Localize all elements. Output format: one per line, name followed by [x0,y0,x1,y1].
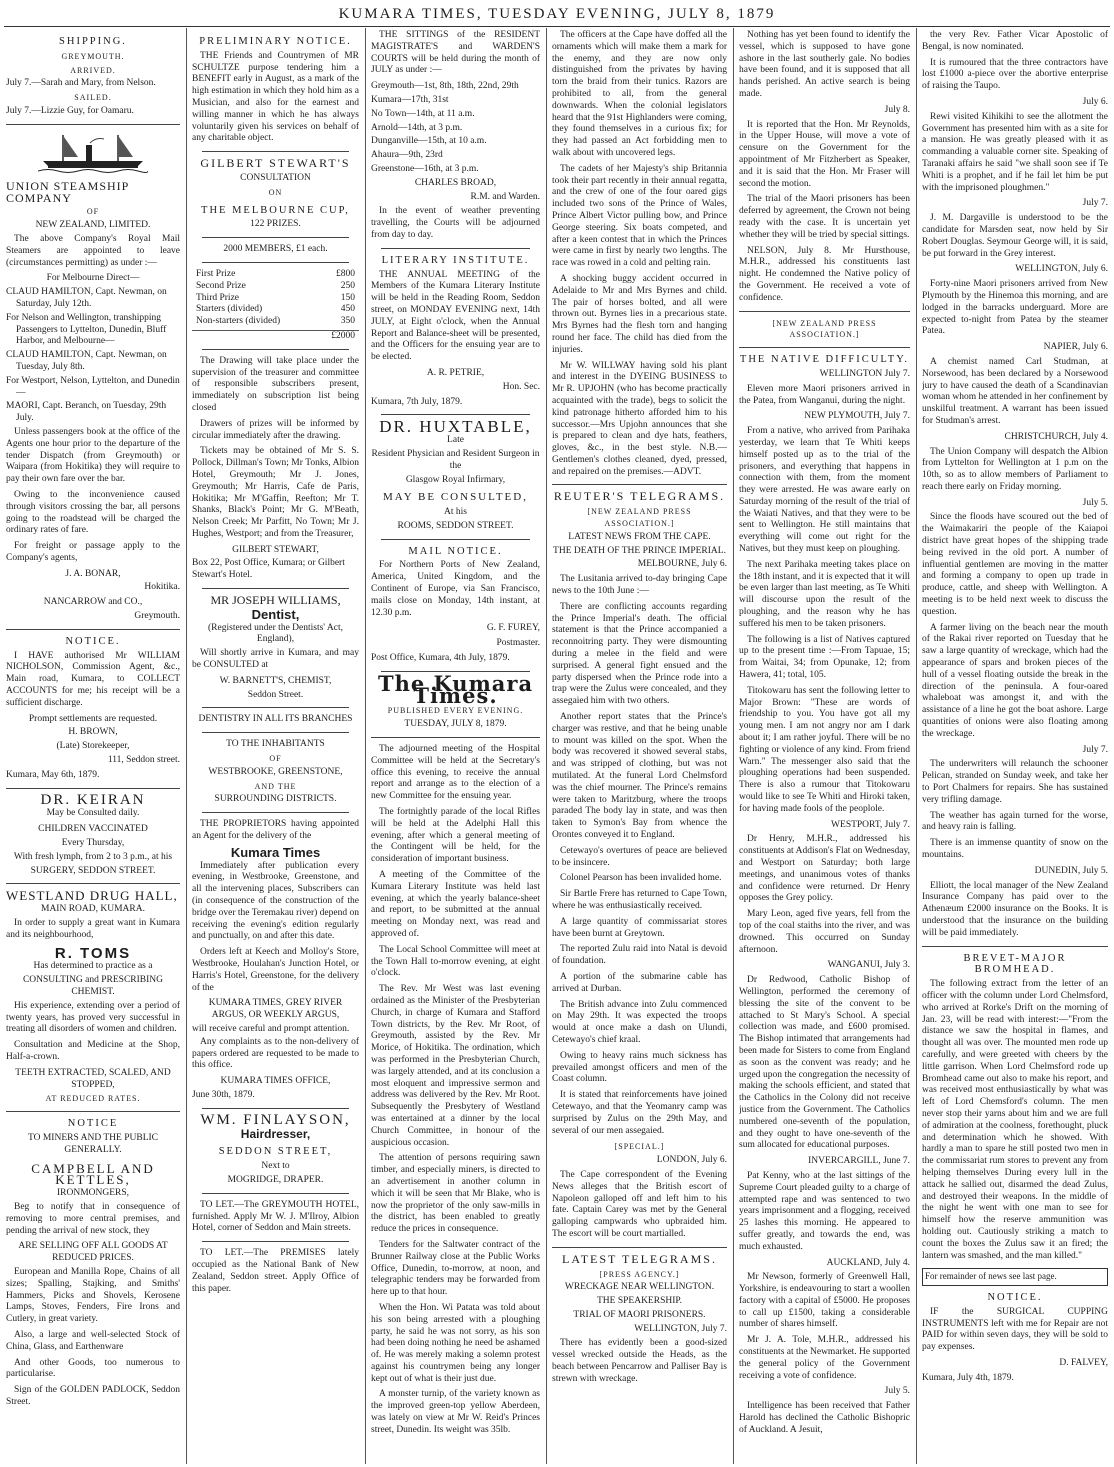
snow-text: There is an immense quantity of snow on the mountains. [922,838,1108,860]
passengers-note: Unless passengers book at the office of the Agents one hour prior to the departure of the tender Dispatch (from Greymouth) or Waipara (from Hokitika) they will require to pay their own fare over the bar. [6,426,180,485]
westland-subtitle: MAIN ROAD, KUMARA. [41,904,145,915]
weather-text: The weather has again turned for the worse, and heavy rain is falling. [922,810,1108,833]
divider [6,124,180,125]
rooms: ROOMS, SEDDON STREET. [397,520,514,531]
nzpa-label: [NEW ZEALAND PRESS ASSOCIATION.] [587,507,692,529]
column-divider [186,28,187,1464]
williams-title: MR JOSEPH WILLIAMS, [210,593,341,608]
literary-heading: LITERARY INSTITUTE. [381,254,530,266]
divider [371,737,540,738]
petrie-signature: A. R. PETRIE, [426,367,485,378]
late-label: Late [447,435,464,446]
consultation-text: Consultation and Medicine at the Shop, Half-a-crown. [6,1040,180,1062]
notice2-subtitle: TO MINERS AND THE PUBLIC GENERALLY. [27,1132,159,1155]
westland-text: In order to supply a great want in Kumara and its neighbourhood, [6,918,180,940]
floods-text: Since the floods have scoured out the bed of the Waimakariri the people of the Kaiapoi district have great hopes of the shipping trade being revived in the old port. A number of influential gentlemen are moving in the matter and forming a company to open up trade in produce, cattle, and sheep with Wellington. A meeting is to be held next week to discuss the question. [922,512,1108,617]
july-7-dateline: July 7. [1082,198,1108,209]
proprietors-text: THE PROPRIETORS having appointed an Agent for the delivery of the [192,819,359,842]
divider [202,262,349,263]
sittings-list [371,81,540,176]
cadets-text: The cadets of her Majesty's ship Britannia took their part recently in their annual regatta, and the crew of one of the four oared gigs included two sons of the Prince of Wales, Prince Albert Victor pulling bow, and Prince George steering. Six boats competed, and after a keen contest that in which the Princes were came in first by nearly two lengths. The race was rowed in a cold and pelting rain. [552,163,727,269]
union-title: UNION STEAMSHIP COMPANY [6,178,129,205]
speakership-heading: THE SPEAKERSHIP. [597,1296,682,1307]
willway-text: Mr W. WILLWAY having sold his plant and interest in the DYEING BUSINESS to Mr R. UPJOHN (who has become practically acquainted with the trade), begs to solicit the kind patronage hitherto afforded him to his successor.—Mrs Upjohn announces that she is prepared to clean and dye hats, feathers, gloves, &c., in the best style. N.B.—Gentlemen's clothes cleaned, dyed, pressed, and repaired on the premises.—ADVT. [552,360,727,477]
maori-sailing: MAORI, Capt. Beranch, on Tuesday, 29th July. [6,401,167,424]
divider [202,1193,349,1194]
divider [202,732,349,733]
notice-text: I HAVE authorised Mr WILLIAM NICHOLSON, Commission Agent, &c., Main road, Kumara, to COLLECT ACCOUNTS for me; his receipt will be a sufficient discharge. [6,650,180,708]
bromhead-extract: The following extract from the letter of an officer with the column under Lord Chelmsford, who arrived at Rorke's Drift on the morning of Jan. 23, will be read with interest:—"From the distance we saw the hospital in flames, and thought all was over. The mounted men rode up carefully, and were greeted with cheers by the little garrison. When Lord Chelmsford rode up Bromhead came out also to make his report, and was received most enthusiastically by what was left of Lord Chemsford's column. The men never stop their yarns about him and we are full of admiration at the coolness, forethought, pluck and determination which he showed. With hardly a man to spare he still posted two men in the commissariat rum stores to prevent any from helping themselves During every lull in the attack he sallied out, disarmed the dead Zulus, and destroyed their weapons. In the middle of the night he went with one man to see for himself how the reserve ammunition was holding out. Cautiously striking a match to count the boxes the Zulus saw it an fired; the lantern was smashed, and the man killed." [922,979,1108,1261]
divider [202,349,349,350]
sittings-item: Greenstone—16th, at 3 p.m. [371,163,479,174]
finlayson-title: WM. FINLAYSON, [200,1111,351,1128]
parihaka-text: From a native, who arrived from Parihaka yesterday, we learn that Te Whiti keeps himself posted up as to the trial of the prisoners, and everything that happens in connection with them, from the moment they were arrested. He was aware early on Saturday morning of the result of the trial of the Waiati Natives, and that they were to be sent to Wellington. He still maintains that everything will come out right for the Natives, but they must keep on ploughing. [739,426,910,555]
titokowaru-text: Titokowaru has sent the following letter to Major Brown: "These are words of friendship to you. You have got all my young men. I am not angry nor am I dark about it; I am rather joyful. There will be no fighting or violence of any kind. From friend Warn." The messenger also said that the ploughing operations had been suspended. There is also a rumour that Titokowaru would like to see Te Whiti and Hiroki taken, for having made fools of the peoplole. [739,685,910,814]
kenny-text: Pat Kenny, who at the last sittings of the Supreme Court pleaded guilty to a charge of attempted rape and was sentenced to two years imprisonment and a flogging, received 25 lashes this morning. He appeared to suffer greatly, and towards the end, was much exhausted. [739,1170,910,1252]
consulted: MAY BE CONSULTED, [383,491,528,504]
prelim-text: THE Friends and Countrymen of MR SCHULTZE purpose tendering him a BENEFIT early in August, as a mark of the high estimation in which they hold him as a Musician, and also for the earnest and willing manner in which he has always voluntarily given his services on behalf of any charitable object. [192,50,359,144]
sittings-item: Dunganville—15th, at 10 a.m. [371,136,487,147]
divider [202,237,349,238]
special-label: [SPECIAL.] [614,1142,665,1152]
wellington-dateline: WELLINGTON, July 7. [634,1323,727,1334]
delivery-text: Immediately after publication every evening, in Westbrooke, Greenstone, and all the intervening places, Subscribers can (in consequence of the construction of the bridge over the Teremakau river) depend on receiving the evening's edition regularly and punctually, on and after this date. [192,860,359,942]
westland-title: WESTLAND DRUG HALL, [6,888,178,904]
next-to: Next to [261,1161,290,1172]
rewi-text: Rewi visited Kihikihi to see the allotment the Government has presented him with as a site for a mansion. He was greatly pleased with it as commanding a valuable corner site. Speaking of Taranaki affairs he said "we shall soon see if Te Whiti is a prophet, and if he fail let him be put with the imprisoned ploughmen." [922,111,1108,193]
nameplate: The Kumara Times. [377,670,534,708]
nzpa-label-2: [NEW ZEALAND PRESS ASSOCIATION.] [772,318,877,340]
cupping-text: IF the SURGICAL CUPPING INSTRUMENTS left with me for Repair are not PAID for within seven days, they will be sold to pay expenses. [922,1306,1108,1353]
prize-row [192,304,359,316]
july-8-dateline: July 8. [884,104,910,115]
vaccinated: CHILDREN VACCINATED [38,824,148,835]
sailed-entry: July 7.—Lizzie Guy, for Oamaru. [6,105,134,116]
redwood-text: Dr Redwood, Catholic Bishop of Wellington, performed the ceremony of blessing the site of the convent to be attached to St Mary's School. A special collection was made, and £600 promised. The Bishop intimated that arrangements had been made for Sisters to come from England as soon as the convent was ready; and he urged upon the congregation the necessity of making the schools efficient, and stated that the Catholics in the Colony did not receive justice from the Government. The Catholics numbered one-seventh of the population, and they ought to have one-seventh of the sum allocated for educational purposes. [739,975,910,1151]
despatch-text: The Union Company will despatch the Albion from Lyttelton for Wellington at 1 p.m on the 10th, so as to allow members of Parliament to reach there early on Friday morning. [922,446,1108,492]
agent-bonar: J. A. BONAR, [65,568,121,579]
seddon-street: Seddon Street. [247,689,304,700]
divider [202,707,349,708]
sittings-item: No Town—14th, at 11 a.m. [371,108,475,119]
falvey-signature: D. FALVEY, [1059,1358,1108,1369]
divider [202,1241,349,1242]
drawing-text: The Drawing will take place under the supervision of the treasurer and committee of responsible subscribers present, immediately on subscription list being closed [192,355,359,413]
tickets-text: Tickets may be obtained of Mr S. S. Pollock, Dillman's Town; Mr Tonks, Albion Hotel, Greymouth; Mr J. Jones, Greymouth; Mr Harris, Cafe de Paris, Hokitika; Mr M'Gaffin, Reefton; Mr T. Shanks, Black's Point; Mr G. M'Beath, Nelson Creek; Mr Parfitt, No Town; Mr J. Hughes, Westport; and from the Treasurer, [192,446,359,539]
buggy-text: A shocking buggy accident occurred in Adelaide to Mr and Mrs Byrnes and child. The pair of horses bolted, and all were thrown out. Byrnes lies in a precarious state. Mrs Byrnes had the flesh torn and hanging round her face. The child has died from the injuries. [552,273,727,355]
european-goods: European and Manilla Rope, Chains of all sizes; Spalling, Stajking, and Smiths' Hammers, Picks and Shovels, Kerosene Lamps, Stoves, Fenders, Fire Irons and Cutlery, in great variety. [6,1266,180,1325]
agent-bonar-place: Hokitika. [144,582,180,593]
petrie-role: Hon. Sec. [502,381,540,392]
henry-text: Dr Henry, M.H.R., addressed his constituents at Addison's Flat on Wednesday, and Westport on Saturday; both large meetings, and unanimous votes of thanks and confidence were returned. Dr Henry opposes the Grey policy. [739,834,910,904]
nothing-text: Nothing has yet been found to identify the vessel, which is supposed to have gone ashore in the last southerly gale. No bodies have been found, and it is supposed that all hands perished. An active search is being made. [739,30,910,99]
prize-label: First Prize [196,268,236,279]
divider [552,484,727,485]
divider [6,788,180,789]
divider [6,883,180,884]
westbrooke-greenstone: WESTBROOKE, GREENSTONE, [208,766,343,777]
turnip-text: A monster turnip, of the variety known as the improved green-top yellow Aberdeen, was lately on view at Mr W. Reid's Princes street, Dunedin. Its weight was 35lb. [371,1389,540,1435]
reuters-heading: REUTER'S TELEGRAMS. [553,489,726,504]
every-thursday: Every Thursday, [61,838,125,849]
column-2 [192,30,359,1464]
melbourne-dateline: MELBOURNE, July 6. [637,559,727,570]
china-goods: Also, a large and well-selected Stock of China, Glass, and Earthenware [6,1329,180,1352]
mail-heading: MAIL NOTICE. [408,545,503,557]
kumara-times-label: Kumara Times [230,844,321,860]
glasgow: Glasgow Royal Infirmary, [405,474,506,485]
and-the-label: AND THE [254,781,297,791]
next-parihaka-text: The next Parihaka meeting takes place on the 18th instant, and it is expected that it will be even larger than last meeting, as Te Whiti will discourse upon the result of the ploughing, and the reason why he has suffered his men to be taken prisoners. [739,559,910,629]
prize-label: Second Prize [196,280,246,291]
july-7b-dateline: July 7. [1082,744,1108,755]
williams-text: Will shortly arrive in Kumara, and may be CONSULTED at [192,648,359,671]
brown-address: 111, Seddon street. [107,755,180,766]
furey-signature: G. F. FUREY, [486,623,540,634]
sittings-item: Arnold—14th, at 3 p.m. [371,122,463,133]
notice-heading: NOTICE. [65,635,121,647]
at-his: At his [444,507,467,518]
prize-label: Third Prize [196,292,240,303]
westport-route: For Westport, Nelson, Lyttelton, and Dunedin— [6,375,180,398]
sawn-text: The attention of persons requiring sawn timber, and especially miners, is directed to an advertisement in another column in which it will be seen that Mr Blake, who is now the proprietor of the only saw-mills in the district, has been enabled to greatly reduce the prices in consequence. [371,1153,540,1235]
complaints-text: Any complaints as to the non-delivery of papers ordered are requested to be made to this office. [192,1036,359,1071]
natives-list-text: The following is a list of Natives captured up to the present time :—From Tapuae, 15; from Waitai, 34; from Opunake, 12; from Hawera, 41; total, 105. [739,634,910,681]
cetewayo-text: Cetewayo's overtures of peace are believed to be insincere. [552,845,727,868]
claud-hamilton-2: CLAUD HAMILTON, Capt. Newman, on Tuesday, July 8th. [6,350,167,372]
notice-heading-2: NOTICE. [987,1292,1043,1304]
huxtable-title: DR. HUXTABLE, [379,417,532,437]
ironmongers: IRONMONGERS, [56,1188,130,1199]
prize-amount: £800 [336,268,355,279]
column-3 [371,30,540,1464]
press-agency-label: [PRESS AGENCY.] [599,1269,680,1279]
prize-label: Starters (divided) [196,304,263,315]
chemist-text: A chemist named Carl Studman, at Norsewood, has been declared by a Norsewood jury to have caused the death of a Scandinavian woman whom he attended in her confinement by unskilful treatment. A warrant has been issued for Studman's arrest. [922,356,1108,426]
prize-total: £2000 [192,330,359,343]
arrived-entry: July 7.—Sarah and Mary, from Nelson. [6,78,156,89]
prelim-heading: PRELIMINARY NOTICE. [199,36,352,47]
gilbert-box: Box 22, Post Office, Kumara; or Gilbert Stewart's Hotel. [192,558,345,581]
invercargill-dateline: INVERCARGILL, June 7. [808,1156,910,1167]
prize-amount: 350 [340,316,355,327]
rains-text: Owing to heavy rains much sickness has prevailed amongst officers and men of the Coast column. [552,1050,727,1085]
column-6 [922,30,1108,1464]
prize-row [192,281,359,293]
sailed-label: SAILED. [74,93,112,103]
union-intro: The above Company's Royal Mail Steamers are appointed to leave (circumstances permitting) as under :— [6,233,180,268]
school-text: The Local School Committee will meet at the Town Hall to-morrow evening, at eight o'clock. [371,944,540,979]
surgery: SURGERY, SEDDON STREET. [30,865,156,876]
sittings-event: In the event of weather preventing travelling, the Courts will be adjourned from day to day. [371,206,540,240]
toms-name: R. TOMS [54,944,132,962]
prompt-settlements: Prompt settlements are requested. [28,713,158,724]
elliott-text: Elliott, the local manager of the New Zealand Insurance Company has paid over to the Athenæum £2000 insurance on the Books. It is understood that the insurance on the building will be paid immediately. [922,880,1108,938]
broad-role: R.M. and Warden. [470,191,540,202]
fortynine-text: Forty-nine Maori prisoners arrived from New Plymouth by the Hinemoa this morning, and are lodged in the barracks underguard. More are expected to-night from Patea by the steamer Patea. [922,279,1108,337]
agent-nancarrow: NANCARROW and CO., [43,597,143,608]
tenders-text: Tenders for the Saltwater contract of the Brunner Railway close at the Public Works Office, Dunedin, to-morrow, at noon, and telegraphic tenders may be forwarded from here up to that hour. [371,1239,540,1298]
mail-date: Post Office, Kumara, 4th July, 1879. [371,653,510,664]
campbell-text: Beg to notify that in consequence of removing to more central premises, and pending the arrival of new stock, they [6,1201,180,1236]
leon-text: Mary Leon, aged five years, fell from the top of the coal staiths into the river, and was drowned. This occurred on Sunday afternoon. [739,909,910,955]
prize-amount: 150 [340,292,355,303]
brown-signature: H. BROWN, [68,727,118,738]
christchurch-dateline: CHRISTCHURCH, July 4. [1004,431,1108,442]
gilbert-title: GILBERT STEWART'S [200,156,351,171]
campbell-title: CAMPBELL AND KETTLES, [31,1160,155,1188]
dargaville-text: J. M. Dargaville is understood to be the candidate for Marsden seat, now held by Sir Robert Douglas. Seymour George will, it is said, be put forward in the Grey interest. [922,213,1108,259]
masthead-rule [4,26,1110,27]
napier-dateline: NAPIER, July 6. [1043,342,1108,353]
mail-text: For Northern Ports of New Zealand, America, United Kingdom, and the Continent of Europe, via San Francisco, mails close on Monday, 14th instant, at 12.30 p.m. [371,560,540,618]
consultation-label: CONSULTATION [240,172,311,183]
nelson-route: For Nelson and Wellington, transhipping Passengers to Lyttelton, Dunedin, Bluff Harbor, and Melbourne— [6,312,167,347]
barnett-chemist: W. BARNETT'S, CHEMIST, [219,675,332,686]
prize-label: Non-starters (divided) [196,316,281,327]
freight-note: For freight or passage apply to the Company's agents, [6,541,180,563]
prize-amount: 250 [340,280,355,291]
cape-correspondent-text: The Cape correspondent of the Evening News alleges that the British escort of Napoleon galloped off and left him to his fate. Captain Carey was met by the General galloping campwards who upbraided him. The escort will be court martialled. [552,1169,727,1239]
prize-amount: 450 [340,304,355,315]
brown-role: (Late) Storekeeper, [56,741,130,752]
teeth-text: TEETH EXTRACTED, SCALED, AND STOPPED, [15,1067,171,1090]
latest-cape: LATEST NEWS FROM THE CAPE. [568,531,711,542]
union-of: OF [86,207,100,217]
melbourne-route: For Melbourne Direct— [46,273,140,284]
hospital-text: The adjourned meeting of the Hospital Committee will be held at the Secretary's office this evening, to receive the annual report and arrange as to the election of a new Committee for the ensuing year. [371,744,540,802]
reduced-rates: AT REDUCED RATES. [45,1094,141,1104]
surrounding-districts: SURROUNDING DISTRICTS. [214,794,337,805]
dentist-label: Dentist, [251,606,300,622]
gilbert-signature: GILBERT STEWART, [232,544,319,555]
cup-title: THE MELBOURNE CUP, [201,204,350,216]
conflicting-text: There are conflicting accounts regarding the Prince Imperial's death. The official statement is that the Prince accompanied a reconnoitring party. They were dismounting during a melee in the field and were surprised. A general fight ensued and the party dispersed when the Prince rode into a trap were the Zulus were concealed, and they assegaied him with two others. [552,601,727,707]
of-label: OF [269,754,282,764]
column-1 [6,30,180,1464]
divider [739,347,910,348]
registered-note: (Registered under the Dentists' Act, England), [208,622,343,645]
prizes-count: 122 PRIZES. [250,219,301,230]
shipping-heading: SHIPPING. [59,36,127,47]
keiran-subtitle: May be Consulted daily. [46,808,140,819]
postmaster: Postmaster. [496,638,540,649]
brown-date: Kumara, May 6th, 1879. [6,769,100,780]
port-name: GREYMOUTH. [61,51,125,61]
on-label: ON [268,187,283,197]
golden-padlock: Sign of the GOLDEN PADLOCK, Seddon Street. [6,1385,180,1407]
sittings-item: Greymouth—1st, 8th, 18th, 22nd, 29th [371,81,519,92]
divider [202,1108,349,1109]
office-date: June 30th, 1879. [192,1089,255,1100]
column-4 [552,30,727,1464]
arrived-label: ARRIVED. [70,65,116,75]
wellington-6-dateline: WELLINGTON, July 6. [1015,264,1108,275]
death-heading: THE DEATH OF THE PRINCE IMPERIAL. [553,545,726,556]
reinforcements-text: It is stated that reinforcements have joined Cetewayo, and that the Yeomanry camp was surprised by Zulus on the 29th May, and several of our men assegaied. [552,1090,727,1136]
latest-telegrams-heading: LATEST TELEGRAMS. [562,1251,717,1266]
farmer-text: A farmer living on the beach near the mouth of the Rakai river reported on Tuesday that he saw a large quantity of wreckage, which had the appearance of spars and broken pieces of the hull of a vessel floating outside the break in the direction of the peninsula. A four-oared whaleboat was amongst it, and with the assistance of a line he got the boat ashore. Large quantities of onions were also floating among the wreckage. [922,622,1108,739]
divider [922,946,1108,947]
rifles-text: The fortnightly parade of the local Rifles will be held at the Adelphi Hall this evening, after which a general meeting of the Contingent will be held, for the consideration of important business. [371,807,540,865]
harold-text: Intelligence has been received that Father Harold has declined the Catholic Bishopric of Auckland. A Jesuit, [739,1401,910,1435]
pearson-text: Colonel Pearson has been invalided home. [560,873,722,884]
agent-nancarrow-place: Greymouth. [134,611,180,622]
steamship-icon [38,131,148,175]
hairdresser-label: Hairdresser, [240,1126,311,1141]
underwriters-text: The underwriters will relaunch the schooner Pelican, stranded on Sunday week, and take her to Port Chalmers for repairs. She has sustained very trifling damage. [922,759,1108,805]
brevet-heading: BREVET-MAJOR BROMHEAD. [963,952,1067,976]
vicar-text: the very Rev. Father Vicar Apostolic of Bengal, is now nominated. [922,30,1108,52]
dentistry: DENTISTRY IN ALL ITS BRANCHES [198,714,353,725]
wreckage-heading: WRECKAGE NEAR WELLINGTON. [564,1282,715,1293]
literary-text: THE ANNUAL MEETING of the Members of the Kumara Literary Institute will be held in the Reading Room, Seddon street, on MONDAY EVENING next, 14th JULY, at Eight o'clock, when the Annual Report and Balance-sheet will be presented, and the Officers for the ensuing year are to be elected. [371,269,540,363]
rumoured-text: It is rumoured that the three contractors have lost £1000 a-piece over the abortive enterprise of raising the Taupo. [922,57,1108,92]
dunedin-dateline: DUNEDIN, July 5. [1034,865,1108,876]
divider [202,588,349,589]
tole-text: Mr J. A. Tole, M.H.R., addressed his constituents at the Newmarket. He supported the general policy of the Government receiving a vote of confidence. [739,1335,910,1381]
experience-text: His experience, extending over a period of twenty years, has proved very successful in treating all disorders of women and children. [6,1000,180,1035]
resident-physician: Resident Physician and Resident Surgeon in the [371,448,540,471]
sittings-item: Ahaura—9th, 23rd [371,150,443,161]
literary-meeting-text: A meeting of the Committee of the Kumara Literary Institute was held last evening, at which the yearly balance-sheet and report, to be submitted at the annual meeting on Monday next, was read and approved of. [371,870,540,939]
july-5-dateline: July 5. [884,1386,910,1397]
prize-row [192,293,359,305]
divider [552,1247,727,1248]
notice2-heading: NOTICE [67,1118,119,1130]
zulu-raid-text: The reported Zulu raid into Natal is devoid of foundation. [552,944,727,967]
drawers-text: Drawers of prizes will be informed by circular immediately after the drawing. [192,418,359,441]
west-text: The Rev. Mr West was last evening ordained as the Minister of the Presbyterian Church, in charge of Kumara and Stafford Town districts, by the Rev. Mr Root, of Greymouth, assisted by the Rev. Mr Morice, of Hokitika. The ordination, which was performed in the Presbyterian Church, was largely attended, and at its conclusion a most eloquent and impressive sermon and address was delivered by the Rev. Mr Root. Subsequently the Presbytery of Westland was entertained at a dinner by the local Church Committee, in honour of the auspicious occasion. [371,984,540,1148]
london-dateline: LONDON, July 6. [656,1155,727,1166]
prize-table [192,269,359,328]
masthead: KUMARA TIMES, TUESDAY EVENING, JULY 8, 1879 [338,6,776,22]
divider [6,629,180,630]
trial-heading: TRIAL OF MAORI PRISONERS. [573,1309,706,1320]
divider [381,539,530,540]
papers-list: KUMARA TIMES, GREY RIVER ARGUS, OR WEEKLY ARGUS, [208,998,343,1021]
members-count: 2000 MEMBERS, £1 each. [223,244,328,255]
another-text: Another report states that the Prince's charger was restive, and that he being unable to mount was killed on the spot. When the body was recovered it showed several stabs, and was stripped of clothing, but was not mutilated. At the funeral Lord Chelmsford was the chief mourner. The Prince's remains were taken to Maritzburg, where the troops paraded The body lay in state, and was then taken to Symon's Bay from whence the Orontes conveyed it to England. [552,712,727,840]
july-6-dateline: July 6. [1082,96,1108,107]
other-goods: And other Goods, too numerous to particularise. [6,1357,180,1380]
claud-hamilton-1: CLAUD HAMILTON, Capt. Newman, on Saturday, July 12th. [6,287,167,309]
falvey-date: Kumara, July 4th, 1879. [922,1372,1014,1383]
inconvenience-note: Owing to the inconvenience caused through visitors crossing the bar, all persons going to the roadstead will be charged the ordinary rates of fare. [6,489,180,536]
lusitania-text: The Lusitania arrived to-day bringing Cape news to the 10th June :— [552,574,727,597]
selling-off: ARE SELLING OFF ALL GOODS AT REDUCED PRICES. [18,1241,168,1264]
column-divider [733,28,734,1464]
broad-signature: CHARLES BROAD, [414,177,497,188]
orders-text: Orders left at Keech and Molloy's Store, Westbrooke, Houlahan's Junction Hotel, or Harris's Hotel, Greenstone, for the delivery of the [192,947,359,993]
patata-text: When the Hon. Wi Patata was told about his son being arrested with a ploughing party, he said he was not sorry, as his son had been doing nothing he need be ashamed of. He was merely making a solemn protest against his countrymen being any longer kept out of what is their just due. [371,1302,540,1384]
stores-text: A large quantity of commissariat stores have been burnt at Greytown. [552,916,727,939]
column-divider [916,28,917,1464]
toms-text: Has determined to practice as a [33,961,153,972]
petrie-date: Kumara, 7th July, 1879. [371,396,463,407]
divider [202,151,349,152]
remainder-note: For remainder of news see last page. [922,1268,1108,1286]
consulting-chemist: CONSULTING and PRESCRIBING CHEMIST. [22,975,164,997]
column-5 [739,30,910,1464]
trial-text: The trial of the Maori prisoners has been deferred by agreement, the Crown not being ready with the case. It is uncertain yet whether they will be tried by special sittings. [739,194,910,240]
native-heading: THE NATIVE DIFFICULTY. [739,354,910,366]
published-every-evening: PUBLISHED EVERY EVENING. [387,706,524,716]
divider [381,248,530,249]
divider [202,812,349,813]
advance-text: The British advance into Zulu commenced on May 29th. It was expected the troops would at once make a dash on Ulundi, Cetewayo's chief kraal. [552,999,727,1045]
july-5b-dateline: July 5. [1082,497,1108,508]
mogridge: MOGRIDGE, DRAPER. [227,1174,324,1185]
auckland-dateline: AUCKLAND, July 4. [826,1257,910,1268]
hursthouse-text: NELSON, July 8. Mr Hursthouse, M.H.R., addressed his constituents last night. He condemned the Native policy of the Government. He received a vote of confidence. [739,245,910,303]
column-divider [365,28,366,1464]
to-let-premises: TO LET.—The PREMISES lately occupied as the National Bank of New Zealand, Seddon street. Apply Office of this paper. [192,1248,359,1294]
divider [6,1111,180,1112]
wellington-7-dateline: WELLINGTON July 7. [819,368,910,379]
frere-text: Sir Bartle Frere has returned to Cape Town, where he was enthusiastically received. [552,889,727,911]
wanganui-dateline: WANGANUI, July 3. [827,960,910,971]
sittings-text: THE SITTINGS of the RESIDENT MAGISTRATE'S and WARDEN'S COURTS will be held during the month of JULY as under :— [371,30,540,76]
to-let-hotel: TO LET.—The GREYMOUTH HOTEL, furnished. Apply Mr W. J. M'Ilroy, Albion Hotel, corner of Seddon and Main streets. [192,1199,359,1234]
reynolds-text: It is reported that the Hon. Mr Reynolds, in the Upper House, will move a vote of censure on the Government for the appointment of Mr Fitzherbert as Speaker, and it is said that the Hon. Mr Fraser will second the motion. [739,119,910,189]
cable-text: A portion of the submarine cable has arrived at Durban. [552,971,727,994]
lymph: With fresh lymph, from 2 to 3 p.m., at his [13,851,173,862]
attention-text: will receive careful and prompt attention. [192,1023,350,1034]
westport-dateline: WESTPORT, July 7. [831,819,910,830]
newson-text: Mr Newson, formerly of Greenwell Hall, Yorkshire, is endeavouring to start a woollen factory with a capital of £5000. He proposes to call up £1500, taking a considerable number of shares himself. [739,1272,910,1330]
keiran-title: DR. KEIRAN [40,791,146,808]
new-plymouth-dateline: NEW PLYMOUTH, July 7. [804,411,910,422]
dateline: TUESDAY, JULY 8, 1879. [404,719,507,730]
prize-row [192,269,359,281]
sittings-item: Kumara—17th, 31st [371,94,449,105]
office-signature: KUMARA TIMES OFFICE, [220,1076,331,1087]
eleven-text: Eleven more Maori prisoners arrived in the Patea, from Wanganui, during the night. [739,383,910,406]
officers-text: The officers at the Cape have doffed all the ornaments which will make them a mark for the enemy, and they are now only distinguished from the privates by having torn the braid from their tunics. Razors are prohibited to all, from the general downwards. When the colonial legislators heard that the 91st Highlanders were coming, they found themselves in a curious fix; for they had passed an Act forbidding men to walk about with uncovered legs. [552,30,727,158]
divider [381,414,530,415]
prize-row [192,316,359,328]
column-divider [546,28,547,1464]
wreck-text: There has evidently been a good-sized vessel wrecked outside the Heads, as the beach between Pencarrow and Palliser Bay is strewn with wreckage. [552,1338,727,1384]
inhabitants: TO THE INHABITANTS [226,739,325,750]
divider [739,311,910,312]
union-nz: NEW ZEALAND, LIMITED. [35,220,151,231]
seddon-street-label: SEDDON STREET, [218,1146,333,1158]
